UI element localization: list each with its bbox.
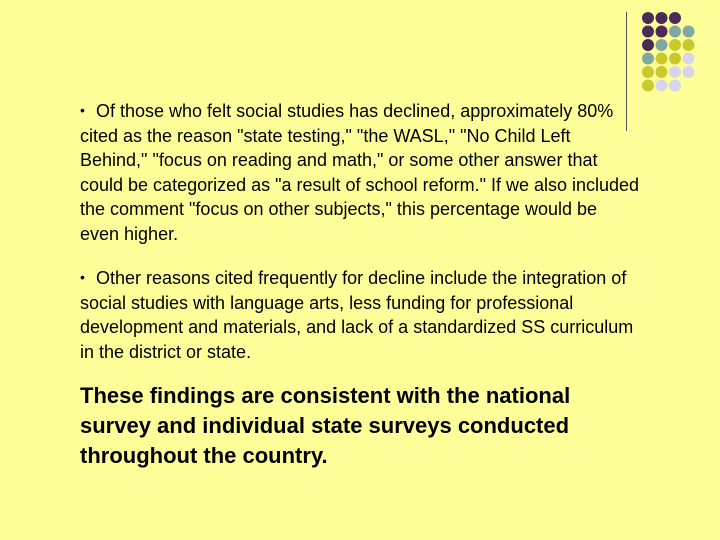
conclusion-text: These findings are consistent with the national survey and individual state surveys conducted throughout the country. bbox=[80, 383, 571, 468]
decorative-dot bbox=[642, 80, 654, 92]
decorative-dot bbox=[642, 53, 654, 65]
decorative-dot bbox=[669, 53, 681, 65]
bullet-icon: • bbox=[80, 269, 85, 285]
decorative-dot bbox=[669, 66, 681, 78]
bullet-1-suffix: , approximately 80% cited as the reason "state testing," "the WASL," "No Child Left Behind," "focus on reading and math," or some other answer that could be categorized as "a result of school reform." If we also included the comment "focus on other subjects," this percentage would be even higher. bbox=[80, 101, 640, 244]
decorative-dot bbox=[683, 66, 695, 78]
decorative-dot bbox=[669, 80, 681, 92]
decorative-dot bbox=[642, 12, 654, 24]
decorative-dot bbox=[683, 53, 695, 65]
decorative-dot bbox=[683, 26, 695, 38]
decorative-dot bbox=[656, 66, 668, 78]
slide-body bbox=[80, 98, 640, 471]
decorative-dot bbox=[656, 26, 668, 38]
decorative-dot bbox=[642, 26, 654, 38]
bullet-paragraph-2 bbox=[80, 265, 640, 364]
decorative-dot bbox=[656, 53, 668, 65]
decorative-dot bbox=[656, 12, 668, 24]
decorative-dot bbox=[656, 39, 668, 51]
decorative-dot bbox=[669, 39, 681, 51]
decorative-dot bbox=[642, 66, 654, 78]
bullet-1-emphasis: declined bbox=[383, 101, 451, 121]
decorative-dot bbox=[683, 39, 695, 51]
bullet-paragraph-1 bbox=[80, 98, 640, 246]
decorative-dot bbox=[669, 26, 681, 38]
decorative-dot bbox=[642, 39, 654, 51]
decorative-dot bbox=[656, 80, 668, 92]
decorative-dot bbox=[669, 12, 681, 24]
bullet-icon: • bbox=[80, 102, 85, 118]
bullet-1-prefix: Of those who felt social studies has bbox=[96, 101, 384, 121]
bullet-2-text: Other reasons cited frequently for decline include the integration of social studies with language arts, less funding for professional development and materials, and lack of a standardized SS curriculum in the district or state. bbox=[80, 268, 634, 362]
